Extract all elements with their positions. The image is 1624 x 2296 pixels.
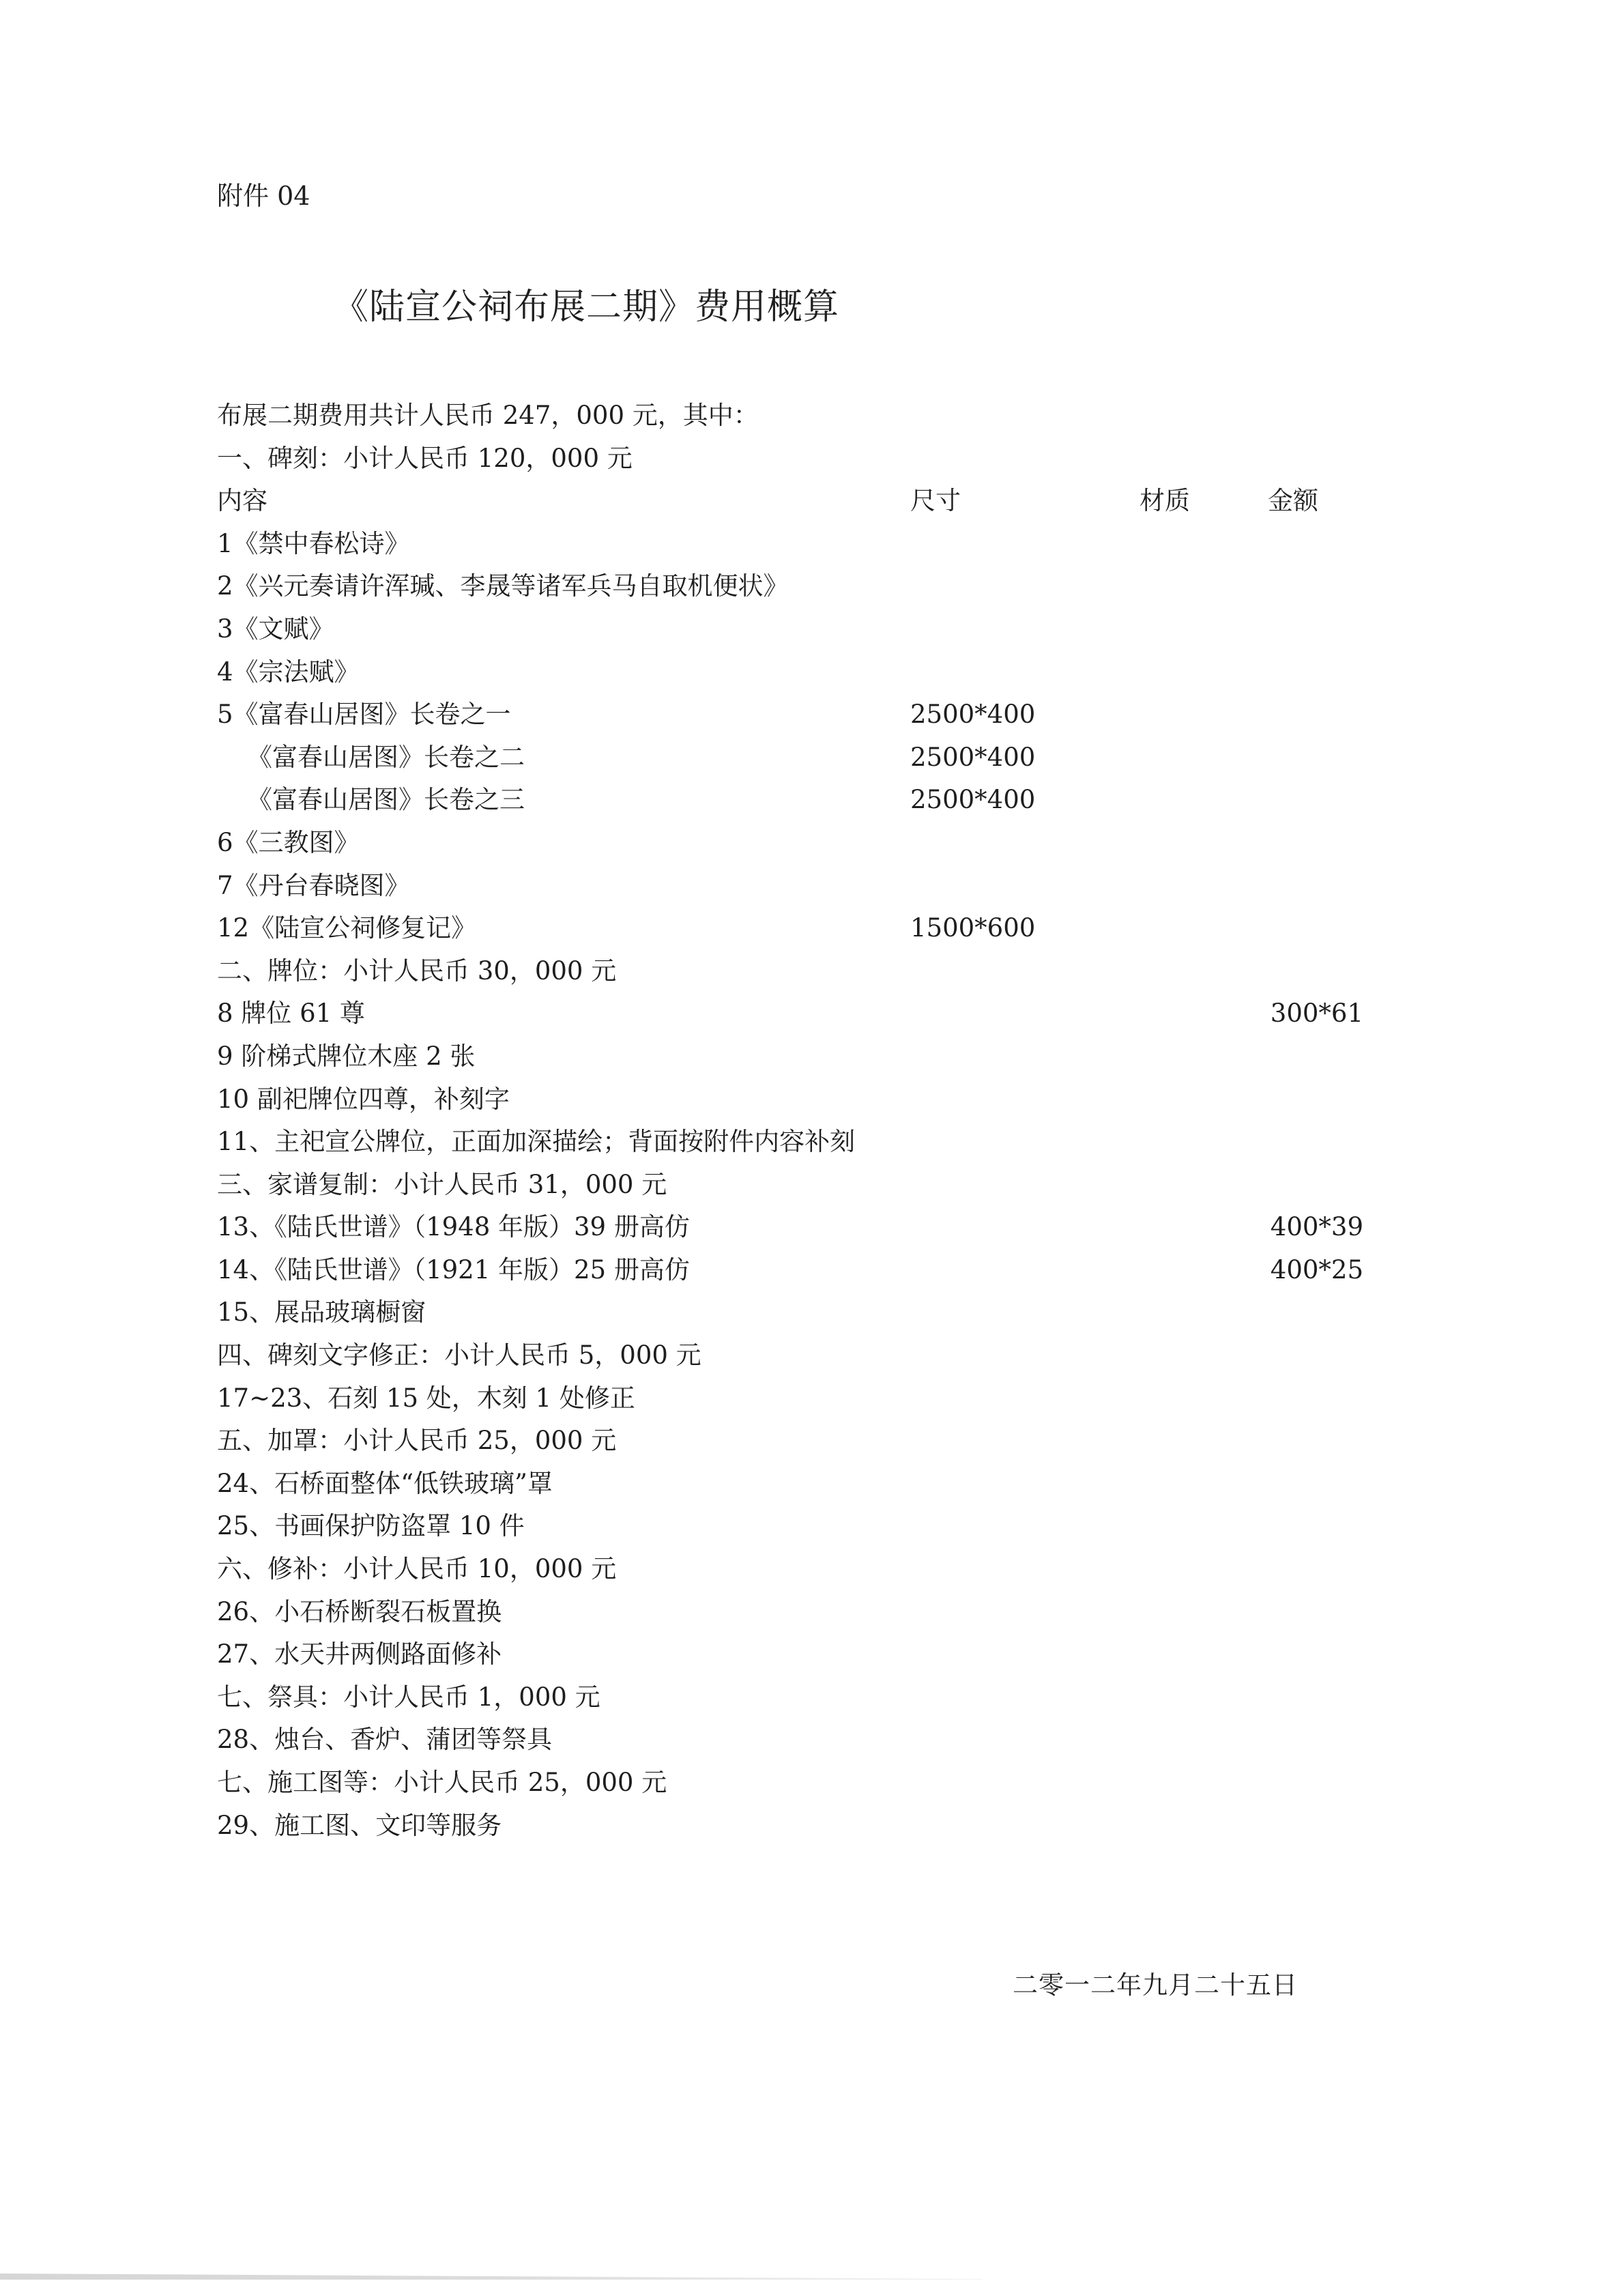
- column-header-material: 材质: [1140, 486, 1190, 516]
- item-text: 12《陆宣公祠修复记》: [217, 913, 477, 943]
- column-header-content: 内容: [217, 486, 267, 516]
- item-row: [217, 992, 1363, 1035]
- section-heading: [217, 1548, 1363, 1591]
- item-row: [217, 693, 1363, 736]
- item-text: 3《文赋》: [217, 614, 334, 644]
- item-text: 8 牌位 61 尊: [217, 999, 365, 1029]
- item-row: [217, 1505, 1363, 1548]
- item-row: [217, 865, 1363, 908]
- item-text: 24、石桥面整体“低铁玻璃”罩: [217, 1468, 553, 1498]
- item-text: 《富春山居图》长卷之三: [247, 785, 525, 815]
- item-amount: 300*61: [1270, 999, 1363, 1029]
- item-text: 13、《陆氏世谱》（1948 年版）39 册高仿: [217, 1212, 690, 1242]
- section-heading-text: 一、碑刻：小计人民币 120，000 元: [217, 443, 633, 473]
- item-row: [217, 651, 1363, 694]
- section-heading-text: 七、施工图等：小计人民币 25，000 元: [217, 1768, 667, 1797]
- item-row: [217, 1463, 1363, 1506]
- item-amount: 400*39: [1270, 1212, 1363, 1242]
- section-heading-text: 二、牌位：小计人民币 30，000 元: [217, 956, 617, 986]
- item-row: [217, 1719, 1363, 1762]
- item-row: [217, 1035, 1363, 1078]
- item-row: [217, 822, 1363, 865]
- item-row: [217, 1206, 1363, 1249]
- scan-edge-divider: [0, 2273, 983, 2280]
- item-row: [217, 1805, 1363, 1848]
- section-heading: [217, 1164, 1363, 1207]
- item-text: 10 副祀牌位四尊，补刻字: [217, 1084, 510, 1114]
- section-heading-text: 七、祭具：小计人民币 1，000 元: [217, 1682, 600, 1712]
- item-text: 7《丹台春晓图》: [217, 870, 410, 900]
- item-row: [217, 1121, 1363, 1164]
- item-text: 28、烛台、香炉、蒲团等祭具: [217, 1725, 553, 1755]
- item-text: 15、展品玻璃橱窗: [217, 1297, 426, 1328]
- section-heading: [217, 1334, 1363, 1377]
- attachment-label: 附件 04: [217, 181, 310, 211]
- item-size: 1500*600: [910, 913, 1036, 943]
- item-amount: 400*25: [1270, 1254, 1363, 1285]
- item-text: 4《宗法赋》: [217, 657, 360, 687]
- item-row: [217, 1377, 1363, 1420]
- item-row: [217, 736, 1363, 779]
- item-text: 5《富春山居图》长卷之一: [217, 700, 511, 730]
- item-text: 27、水天井两侧路面修补: [217, 1639, 502, 1669]
- document-date: 二零一二年九月二十五日: [1013, 1970, 1298, 2000]
- item-text: 《富春山居图》长卷之二: [247, 742, 525, 772]
- section-heading-text: 五、加罩：小计人民币 25，000 元: [217, 1426, 617, 1456]
- item-text: 14、《陆氏世谱》（1921 年版）25 册高仿: [217, 1254, 690, 1285]
- item-row: [217, 1633, 1363, 1676]
- item-text: 26、小石桥断裂石板置换: [217, 1596, 502, 1626]
- item-row: [217, 907, 1363, 950]
- item-text: 29、施工图、文印等服务: [217, 1810, 502, 1840]
- item-row: [217, 1291, 1363, 1334]
- item-row: [217, 1591, 1363, 1634]
- section-heading-text: 六、修补：小计人民币 10，000 元: [217, 1554, 617, 1584]
- section-heading: [217, 950, 1363, 993]
- item-text: 2《兴元奏请许浑瑊、李晟等诸军兵马自取机便状》: [217, 571, 789, 601]
- item-size: 2500*400: [910, 742, 1036, 772]
- budget-body: [217, 394, 1363, 1847]
- section-heading: [217, 1676, 1363, 1719]
- item-size: 2500*400: [910, 700, 1036, 730]
- intro-text: 布展二期费用共计人民币 247，000 元，其中：: [217, 401, 759, 430]
- item-row: [217, 565, 1363, 608]
- document-title: 《陆宣公祠布展二期》费用概算: [333, 287, 840, 328]
- section-heading: [217, 1762, 1363, 1805]
- section-heading: [217, 437, 1363, 480]
- item-text: 11、主祀宣公牌位，正面加深描绘；背面按附件内容补刻: [217, 1127, 856, 1157]
- section-heading-text: 三、家谱复制：小计人民币 31，000 元: [217, 1169, 667, 1199]
- item-text: 25、书画保护防盗罩 10 件: [217, 1511, 525, 1541]
- item-text: 9 阶梯式牌位木座 2 张: [217, 1041, 476, 1071]
- column-header-size: 尺寸: [910, 486, 961, 516]
- item-text: 17~23、石刻 15 处，木刻 1 处修正: [217, 1383, 635, 1413]
- item-row: [217, 608, 1363, 651]
- column-header-amount: 金额: [1268, 486, 1318, 516]
- item-text: 1《禁中春松诗》: [217, 528, 410, 558]
- item-row: [217, 1249, 1363, 1292]
- item-row: [217, 1078, 1363, 1121]
- intro-line: [217, 394, 1363, 437]
- item-row: [217, 523, 1363, 566]
- item-size: 2500*400: [910, 785, 1036, 815]
- section-heading-text: 四、碑刻文字修正：小计人民币 5，000 元: [217, 1340, 701, 1371]
- section-heading: [217, 1420, 1363, 1463]
- column-header-row: [217, 480, 1363, 523]
- item-text: 6《三教图》: [217, 827, 360, 857]
- item-row: [217, 779, 1363, 822]
